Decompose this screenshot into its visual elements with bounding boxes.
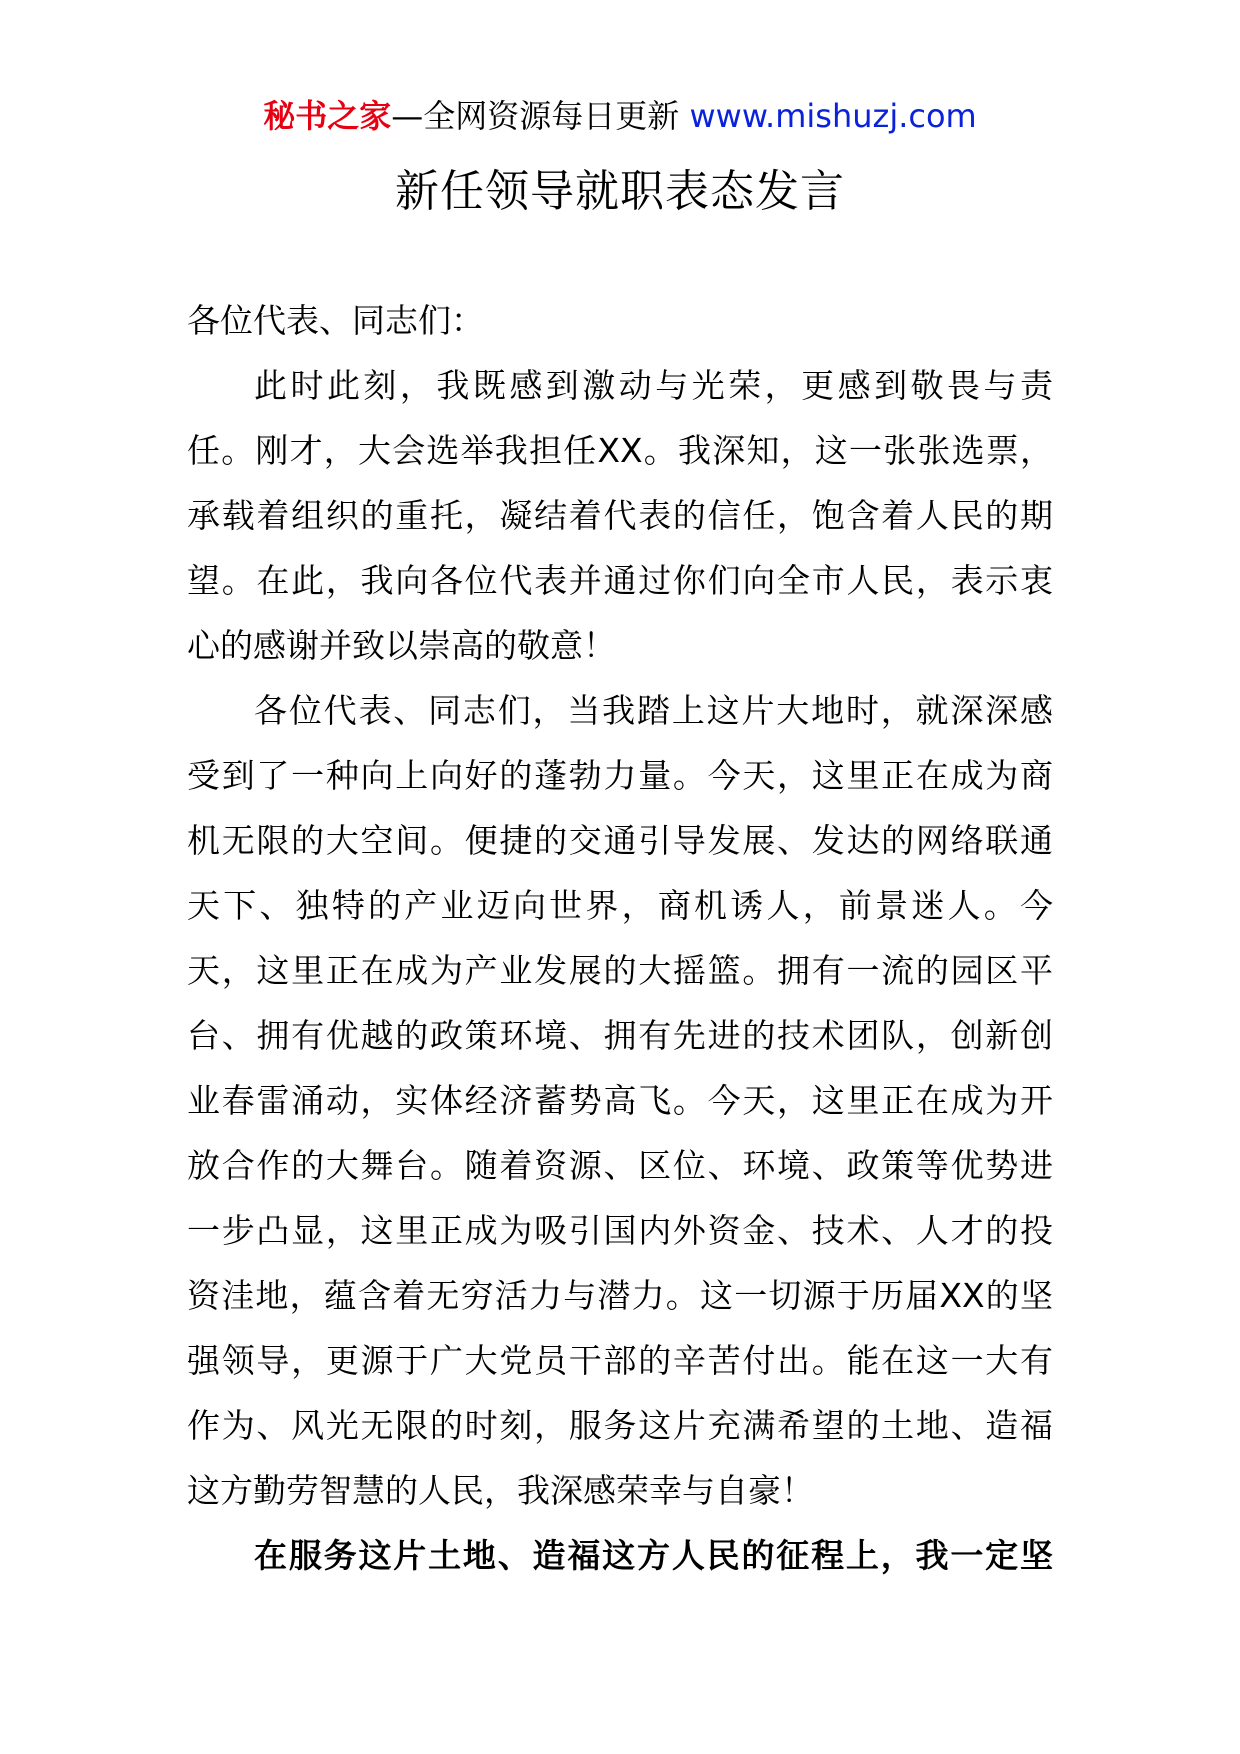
paragraph bbox=[187, 1523, 1053, 1588]
brand-name: 秘书之家 bbox=[263, 97, 392, 135]
document-body bbox=[187, 288, 1053, 1588]
paragraph-line: 一步凸显，这里正成为吸引国内外资金、技术、人才的投 bbox=[187, 1211, 1053, 1250]
paragraph-line: 此时此刻，我既感到激动与光荣，更感到敬畏与责 bbox=[254, 366, 1053, 405]
paragraph-line: 这方勤劳智慧的人民，我深感荣幸与自豪！ bbox=[187, 1471, 814, 1510]
paragraph-line: 强领导，更源于广大党员干部的辛苦付出。能在这一大有 bbox=[187, 1341, 1053, 1380]
paragraph-line: 机无限的大空间。便捷的交通引导发展、发达的网络联通 bbox=[187, 821, 1053, 860]
site-header bbox=[0, 96, 1240, 136]
paragraph-line: 业春雷涌动，实体经济蓄势高飞。今天，这里正在成为开 bbox=[187, 1081, 1053, 1120]
document-title: 新任领导就职表态发言 bbox=[395, 166, 845, 217]
header-tagline: —全网资源每日更新 bbox=[391, 97, 680, 135]
paragraph-line: 天，这里正在成为产业发展的大摇篮。拥有一流的园区平 bbox=[187, 951, 1053, 990]
paragraph-line: 望。在此，我向各位代表并通过你们向全市人民，表示衷 bbox=[187, 561, 1053, 600]
paragraph-line: 作为、风光无限的时刻，服务这片充满希望的土地、造福 bbox=[187, 1406, 1053, 1445]
paragraph-line: 受到了一种向上向好的蓬勃力量。今天，这里正在成为商 bbox=[187, 756, 1053, 795]
paragraph-line: 承载着组织的重托，凝结着代表的信任，饱含着人民的期 bbox=[187, 496, 1053, 535]
paragraph-line: 台、拥有优越的政策环境、拥有先进的技术团队，创新创 bbox=[187, 1016, 1053, 1055]
paragraph-line: 任。刚才，大会选举我担任XX。我深知，这一张张选票， bbox=[187, 431, 1053, 470]
paragraph bbox=[187, 353, 1053, 678]
paragraph-container bbox=[187, 353, 1053, 1588]
salutation: 各位代表、同志们： bbox=[187, 301, 484, 340]
paragraph-line: 放合作的大舞台。随着资源、区位、环境、政策等优势进 bbox=[187, 1146, 1053, 1185]
paragraph bbox=[187, 678, 1053, 1523]
paragraph-line: 资洼地，蕴含着无穷活力与潜力。这一切源于历届XX的坚 bbox=[187, 1276, 1053, 1315]
site-url-link[interactable]: www.mishuzj.com bbox=[689, 97, 977, 135]
paragraph-line: 心的感谢并致以崇高的敬意！ bbox=[187, 626, 616, 665]
paragraph-line: 在服务这片土地、造福这方人民的征程上，我一定坚 bbox=[254, 1536, 1053, 1575]
paragraph-line: 天下、独特的产业迈向世界，商机诱人，前景迷人。今 bbox=[187, 886, 1053, 925]
paragraph-line: 各位代表、同志们，当我踏上这片大地时，就深深感 bbox=[254, 691, 1053, 730]
